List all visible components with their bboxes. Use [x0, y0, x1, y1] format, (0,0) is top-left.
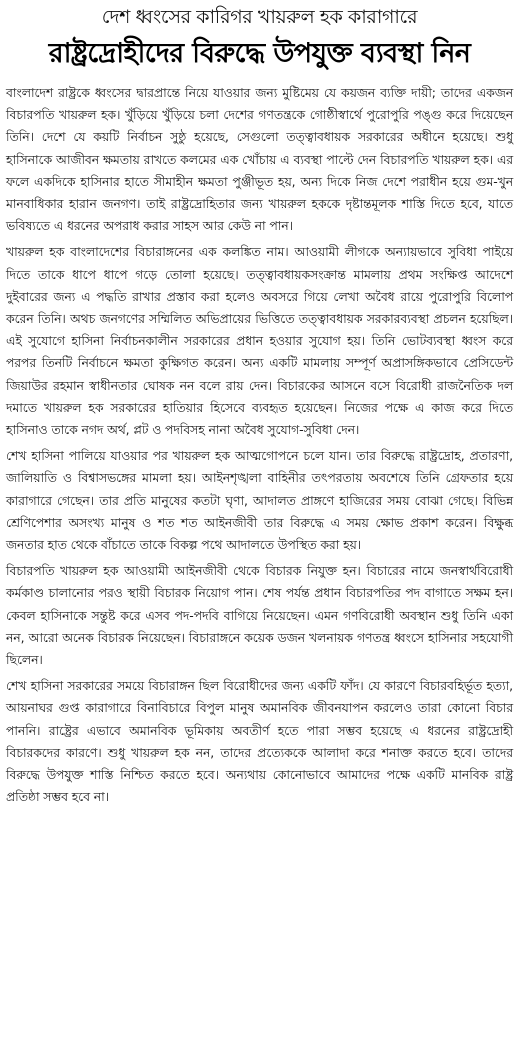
paragraph-3: শেখ হাসিনা পালিয়ে যাওয়ার পর খায়রুল হক আত্মগোপনে চলে যান। তার বিরুদ্ধে রাষ্ট্রদ্রোহ, প্রতারণা, জালিয়াতি ও বিশ্বাসভঙ্গের মামলা হয়। আইনশৃঙ্খলা বাহিনীর তৎপরতায় অবশেষে তিনি গ্রেফতার হয়ে কারাগারে গেছেন। তার প্রতি মানুষের কতটা ঘৃণা, আদালত প্রাঙ্গণে হাজিরের সময় বোঝা গেছে। বিভিন্ন শ্রেণিপেশার অসংখ্য মানুষ ও শত শত আইনজীবী তার বিরুদ্ধে এ সময় ক্ষোভ প্রকাশ করেন। বিক্ষুব্ধ জনতার হাত থেকে বাঁচাতে তাকে বিকল্প পথে আদালতে উপস্থিত করা হয়। — [6, 448, 513, 553]
paragraph-5: শেখ হাসিনা সরকারের সময়ে বিচারাঙ্গন ছিল বিরোধীদের জন্য একটি ফাঁদ। যে কারণে বিচারবহির্ভূত হত্যা, আয়নাঘর গুপ্ত কারাগারে বিনাবিচারে বিপুল মানুষ অমানবিক জীবনযাপন করলেও তারা কোনো বিচার পাননি। রাষ্ট্রের এভাবে অমানবিক ভূমিকায় অবতীর্ণ হতে পারা সম্ভব হয়েছে এ ধরনের রাষ্ট্রদ্রোহী বিচারকদের কারণে। শুধু খায়রুল হক নন, তাদের প্রত্যেককে আলাদা করে শনাক্ত করতে হবে। তাদের বিরুদ্ধে উপযুক্ত শাস্তি নিশ্চিত করতে হবে। অন্যথায় কোনোভাবে আমাদের পক্ষে একটি মানবিক রাষ্ট্র প্রতিষ্ঠা সম্ভব হবে না। — [6, 678, 513, 805]
paragraph-2: খায়রুল হক বাংলাদেশের বিচারাঙ্গনের এক কলঙ্কিত নাম। আওয়ামী লীগকে অন্যায়ভাবে সুবিধা পাইয়ে দিতে তাকে ধাপে ধাপে গড়ে তোলা হয়েছে। তত্ত্বাবধায়কসংক্রান্ত মামলায় প্রথম সংক্ষিপ্ত আদেশে দুইবারের জন্য এ পদ্ধতি রাখার প্রস্তাব করা হলেও অবসরে গিয়ে লেখা অবৈধ রায়ে পুরোপুরি বিলোপ করেন তিনি। অথচ জনগণের সম্মিলিত অভিপ্রায়ের ভিত্তিতে তত্ত্বাবধায়ক সরকারব্যবস্থা প্রচলন হয়েছিল। এই সুযোগে হাসিনা নির্বাচনকালীন সরকারের প্রধান হওয়ার সুযোগ হয়। তিনি ভোটব্যবস্থা ধ্বংস করে পরপর তিনটি নির্বাচনে ক্ষমতা কুক্ষিগত করেন। অন্য একটি মামলায় সম্পূর্ণ অপ্রাসঙ্গিকভাবে প্রেসিডেন্ট জিয়াউর রহমান স্বাধীনতার ঘোষক নন বলে রায় দেন। বিচারকের আসনে বসে বিরোধী রাজনৈতিক দল দমাতে খায়রুল হক সরকারের হাতিয়ার হিসেবে ব্যবহৃত হয়েছেন। নিজের পক্ষে এ কাজ করে দিতে হাসিনাও তাকে নগদ অর্থ, প্লট ও পদবিসহ নানা অবৈধ সুযোগ-সুবিধা দেন। — [6, 244, 513, 438]
article-headline: রাষ্ট্রদ্রোহীদের বিরুদ্ধে উপযুক্ত ব্যবস্থা নিন — [48, 38, 471, 69]
article-header — [6, 2, 513, 82]
paragraph-1: বাংলাদেশ রাষ্ট্রকে ধ্বংসের দ্বারপ্রান্তে নিয়ে যাওয়ার জন্য মুষ্টিমেয় যে কয়জন ব্যক্তি দায়ী; তাদের একজন বিচারপতি খায়রুল হক। খুঁড়িয়ে খুঁড়িয়ে চলা দেশের গণতন্ত্রকে গোষ্ঠীস্বার্থে পুরোপুরি পঙ্গু করে দিয়েছেন তিনি। দেশে যে কয়টি নির্বাচন সুষ্ঠু হয়েছে, সেগুলো তত্ত্বাবধায়ক সরকারের অধীনে হয়েছে। শুধু হাসিনাকে আজীবন ক্ষমতায় রাখতে কলমের এক খোঁচায় এ ব্যবস্থা পাল্টে দেন বিচারপতি খায়রুল হক। এর ফলে একদিকে হাসিনার হাতে সীমাহীন ক্ষমতা পুঞ্জীভূত হয়, অন্য দিকে নিজ দেশে পরাধীন হয়ে গুম-খুন মানবাধিকার হারান জনগণ। তাই রাষ্ট্রদ্রোহিতার জন্য খায়রুল হককে দৃষ্টান্তমূলক শাস্তি দিতে হবে, যাতে ভবিষ্যতে এ ধরনের অপরাধ করার সাহস আর কেউ না পান। — [6, 85, 513, 234]
article-body — [6, 82, 513, 809]
article-kicker: দেশ ধ্বংসের কারিগর খায়রুল হক কারাগারে — [101, 6, 418, 28]
paragraph-4: বিচারপতি খায়রুল হক আওয়ামী আইনজীবী থেকে বিচারক নিযুক্ত হন। বিচারের নামে জনস্বার্থবিরোধী কর্মকাণ্ড চালানোর পরও স্থায়ী বিচারক নিয়োগ পান। শেষ পর্যন্ত প্রধান বিচারপতির পদ বাগাতে সক্ষম হন। কেবল হাসিনাকে সন্তুষ্ট করে এসব পদ-পদবি বাগিয়ে নিয়েছেন। এমন গণবিরোধী অবস্থান শুধু তিনি একা নন, আরো অনেক বিচারক নিয়েছেন। বিচারাঙ্গনে কয়েক ডজন খলনায়ক গণতন্ত্র ধ্বংসে হাসিনার সহযোগী ছিলেন। — [6, 563, 513, 668]
